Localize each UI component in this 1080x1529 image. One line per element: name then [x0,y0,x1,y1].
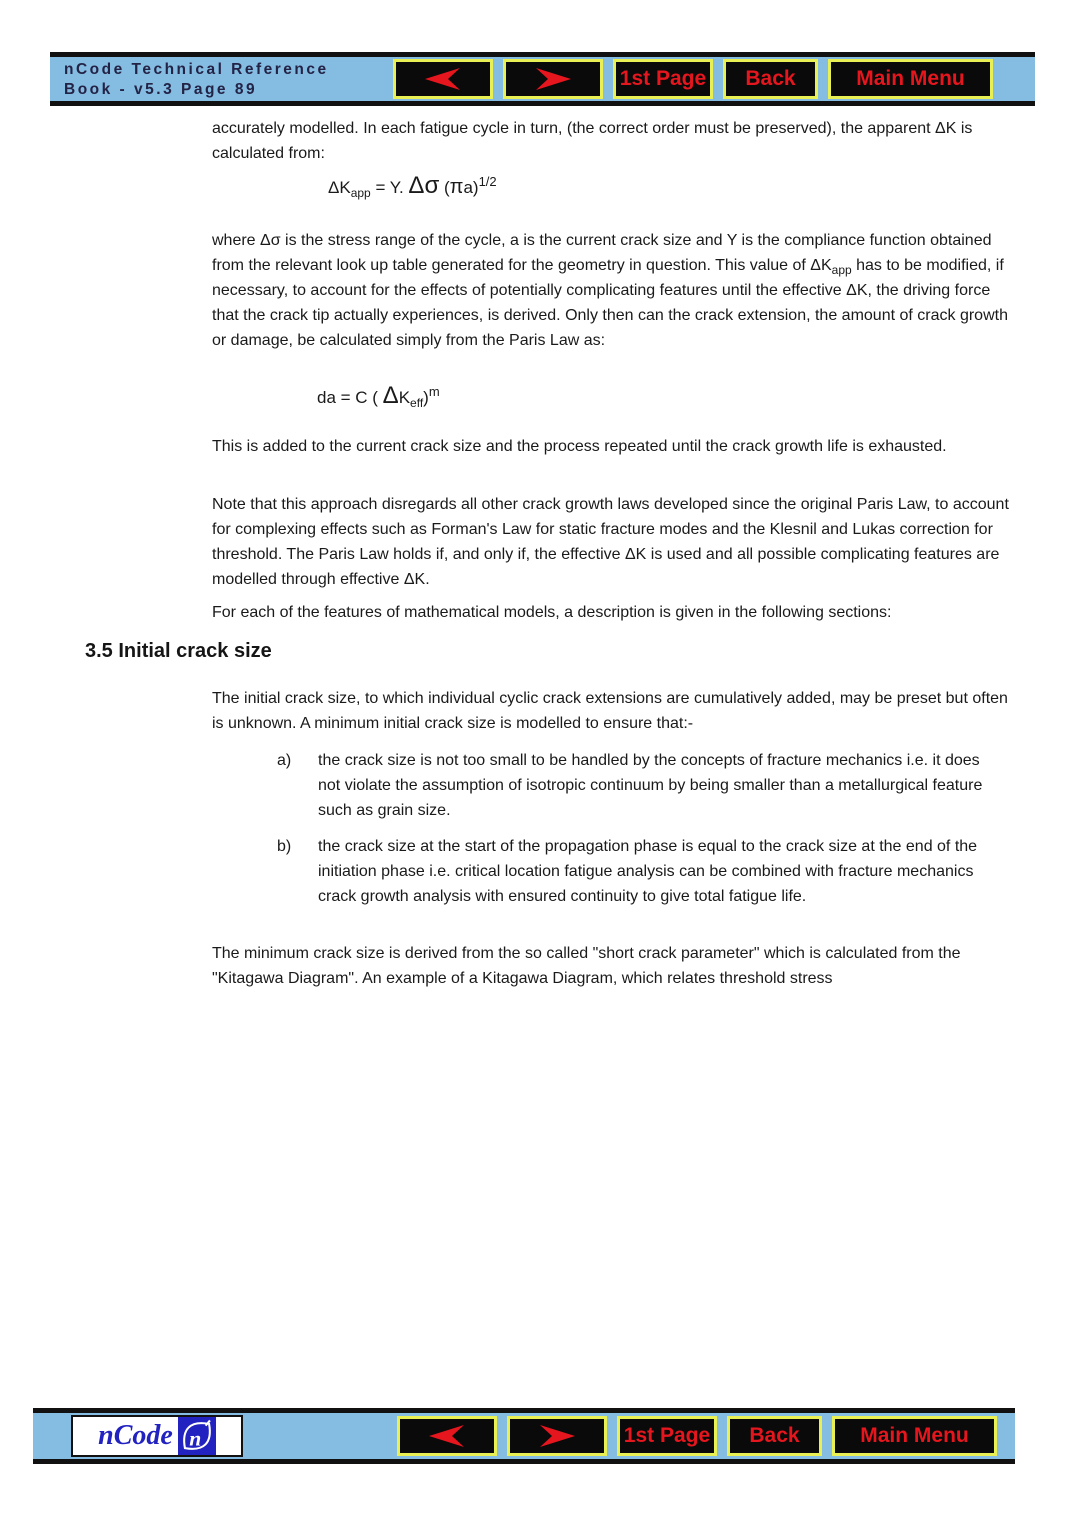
page-title [64,60,329,100]
formula-dk-open: ( [439,178,450,197]
paragraph-initial: The initial crack size, to which individual cyclic crack extensions are cumulatively added, may be preset but often is unknown. A minimum initial crack size is modelled to ensure that:- [212,690,1008,732]
paragraph-added: This is added to the current crack size and the process repeated until the crack growth life is exhausted. [212,438,947,455]
main-menu-label: Main Menu [860,1424,969,1447]
formula-dk-sub: app [350,186,371,200]
list-item-a-label: a) [277,752,292,769]
list-item-a [277,748,1023,823]
list-item-b-label: b) [277,838,292,855]
first-page-button[interactable] [613,59,713,99]
left-arrow-icon [423,67,463,91]
prev-page-button[interactable] [397,1416,497,1456]
first-page-label: 1st Page [619,67,707,90]
right-arrow-icon [537,1424,577,1448]
paragraph-note: Note that this approach disregards all other crack growth laws developed since the original Paris Law, to account for complexing effects such as Forman's Law for static fracture modes and the Klesnil and Lukas correction for threshold. The Paris Law holds if, and only if, the effective ΔK is used and all possible complicating features are modelled through effective ΔK. [212,496,1009,588]
formula-dk-eq: = Y. [370,178,409,197]
section-heading: 3.5 Initial crack size [85,640,272,662]
svg-text:n: n [189,1426,202,1451]
formula-da-k: K [398,388,411,407]
next-page-button[interactable] [503,59,603,99]
paragraph-where-part2: has to be modified, if necessary, to account for the effects of potentially complicating features until the effective ΔK, the driving force that the crack tip actually experiences, is derived. Only then can the crack extension, the amount of crack growth or damage, be calculated simply from the Paris Law as: [212,257,1008,349]
formula-da-delta: Δ [382,382,399,409]
left-arrow-icon [427,1424,467,1448]
main-menu-button[interactable] [828,59,993,99]
page-title-line2: Book - v5.3 Page 89 [64,81,258,98]
formula-dk-sup: 1/2 [478,174,497,189]
paragraph-where-part1: where Δσ is the stress range of the cycle, a is the current crack size and Y is the compliance function obtained from the relevant look up table generated for the geometry in question. This value of ΔK [212,232,992,274]
list-item-b-text: the crack size at the start of the propagation phase is equal to the crack size at the end of the initiation phase i.e. critical location fatigue analysis can be combined with fracture mechanics crack growth analysis with ensured continuity to give total fatigue life. [318,838,978,905]
prev-page-button[interactable] [393,59,493,99]
formula-da-close: ) [423,388,429,407]
right-arrow-icon [533,67,573,91]
back-label: Back [745,67,796,90]
list-item-a-text: the crack size is not too small to be handled by the concepts of fracture mechanics i.e. it does not violate the assumption of isotropic continuum by being smaller than a metallurgical feature such as grain size. [318,752,983,819]
formula-dk: ΔK [328,178,351,197]
back-button[interactable] [727,1416,822,1456]
paragraph-where [212,228,1017,353]
paragraph-intro: accurately modelled. In each fatigue cycle in turn, (the correct order must be preserved), the apparent ΔK is calculated from: [212,120,973,162]
formula-da-sub: eff [410,396,424,410]
formula-paris-law [317,382,440,410]
formula-dk-pi: π [449,176,464,198]
next-page-button[interactable] [507,1416,607,1456]
ncode-logo-text: nCode [98,1420,173,1451]
bottom-navigation-bar [33,1408,1015,1464]
formula-delta-k-app [328,172,497,200]
main-menu-label: Main Menu [856,67,965,90]
list-item-b [277,834,1023,909]
paragraph-features: For each of the features of mathematical models, a description is given in the following sections: [212,604,892,621]
paragraph-minimum: The minimum crack size is derived from the so called "short crack parameter" which is calculated from the "Kitagawa Diagram". An example of a Kitagawa Diagram, which relates threshold stress [212,945,961,987]
ncode-logo [71,1415,243,1457]
top-nav-buttons [393,59,993,99]
bottom-nav-buttons [397,1416,997,1456]
formula-dk-close: a) [463,178,479,197]
page-title-line1: nCode Technical Reference [64,61,329,78]
formula-da-pre: da = C ( [317,388,383,407]
formula-dk-dsigma: Δσ [408,172,440,199]
ncode-logo-mark-icon [178,1417,216,1455]
first-page-button[interactable] [617,1416,717,1456]
formula-da-sup: m [428,384,440,399]
first-page-label: 1st Page [623,1424,711,1447]
main-menu-button[interactable] [832,1416,997,1456]
paragraph-where-sub: app [831,263,852,277]
back-label: Back [749,1424,800,1447]
top-navigation-bar [50,52,1035,106]
back-button[interactable] [723,59,818,99]
